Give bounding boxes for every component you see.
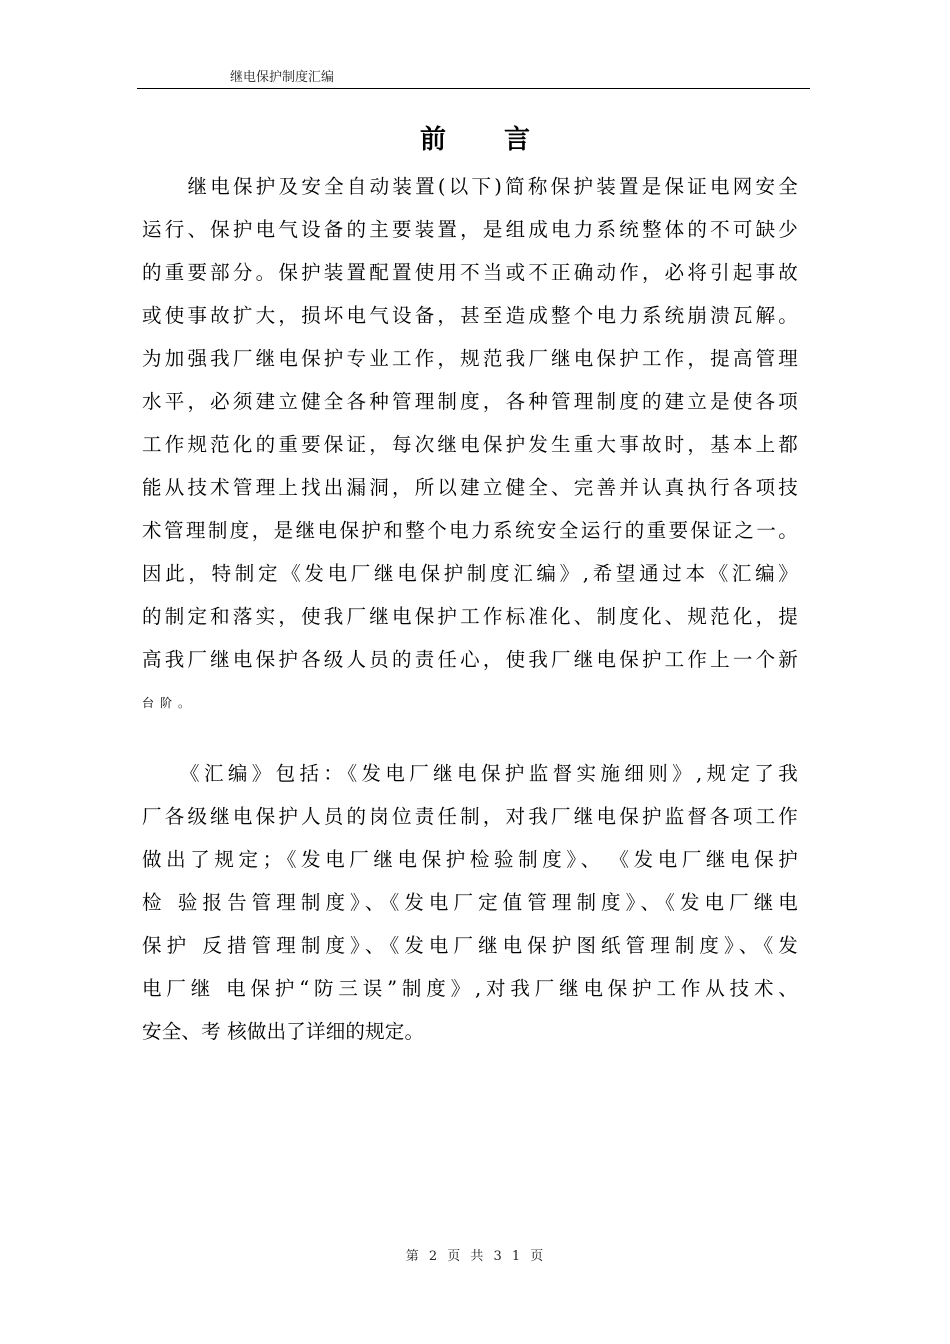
text-line: 因此，特制定《发电厂继电保护制度汇编》,希望通过本《汇编》 xyxy=(142,562,798,585)
text-line: 高我厂继电保护各级人员的责任心，使我厂继电保护工作上一个新 xyxy=(142,648,798,671)
text-line: 运行、保护电气设备的主要装置，是组成电力系统整体的不可缺少 xyxy=(142,218,798,241)
text-line-tail: 安全、考 核做出了详细的规定。 xyxy=(142,1020,425,1043)
text-line: 厂各级继电保护人员的岗位责任制，对我厂继电保护监督各项工作 xyxy=(142,805,798,828)
page-title xyxy=(0,119,950,156)
running-header: 继电保护制度汇编 xyxy=(230,70,335,85)
text-line: 电厂继 电保护“防三误”制度》,对我厂继电保护工作从技术、 xyxy=(142,977,798,1000)
paragraph-1 xyxy=(142,168,798,727)
document-body xyxy=(142,168,798,1056)
text-line: 检 验报告管理制度》、《发电厂定值管理制度》、《发电厂继电 xyxy=(142,891,798,914)
text-line: 水平，必须建立健全各种管理制度，各种管理制度的建立是使各项 xyxy=(142,390,798,413)
text-line: 工作规范化的重要保证，每次继电保护发生重大事故时，基本上都 xyxy=(142,433,798,456)
paragraph-2 xyxy=(142,755,798,1056)
text-line: 为加强我厂继电保护专业工作，规范我厂继电保护工作，提高管理 xyxy=(142,347,798,370)
title-char-1: 前 xyxy=(419,125,446,155)
header-divider xyxy=(137,88,810,89)
text-line: 保护 反措管理制度》、《发电厂继电保护图纸管理制度》、《发 xyxy=(142,934,798,957)
text-line: 做出了规定；《发电厂继电保护检验制度》、 《发电厂继电保护 xyxy=(142,848,798,871)
text-line-tail: 台阶。 xyxy=(142,696,197,710)
title-char-2: 言 xyxy=(504,125,531,155)
text-line: 术管理制度，是继电保护和整个电力系统安全运行的重要保证之一。 xyxy=(142,519,798,542)
text-line: 能从技术管理上找出漏洞，所以建立健全、完善并认真执行各项技 xyxy=(142,476,798,499)
text-line: 或使事故扩大，损坏电气设备，甚至造成整个电力系统崩溃瓦解。 xyxy=(142,304,798,327)
text-line: 的制定和落实，使我厂继电保护工作标准化、制度化、规范化，提 xyxy=(142,605,798,628)
text-line: 继电保护及安全自动装置(以下)简称保护装置是保证电网安全 xyxy=(142,175,798,198)
text-line: 的重要部分。保护装置配置使用不当或不正确动作，必将引起事故 xyxy=(142,261,798,284)
page-number: 第 2 页 共 3 1 页 xyxy=(405,1249,545,1264)
text-line: 《汇编》包括：《发电厂继电保护监督实施细则》,规定了我 xyxy=(142,762,798,785)
